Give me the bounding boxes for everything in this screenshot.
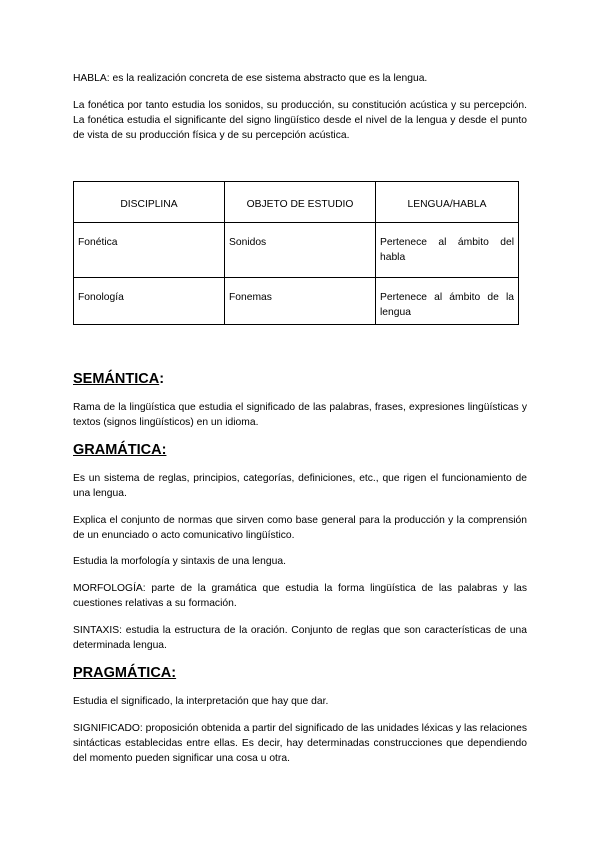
- habla-definition: HABLA: es la realización concreta de ese sistema abstracto que es la lengua.: [73, 73, 428, 84]
- fonetica-paragraph: La fonética por tanto estudia los sonidos, su producción, su constitución acústica y su percepción. La fonética estudia el significante del signo lingüístico desde el nivel de la lengua y desde el punto de vista de su producción física y de su percepción acústica.: [73, 100, 527, 141]
- semantica-body: Rama de la lingüística que estudia el significado de las palabras, frases, expresiones lingüísticas y textos (signos lingüísticos) en un idioma.: [73, 402, 527, 428]
- table-row: [74, 278, 519, 325]
- pragmatica-paragraph-1: Estudia el significado, la interpretación que hay que dar.: [73, 696, 329, 707]
- gramatica-paragraph-2: Explica el conjunto de normas que sirven como base general para la producción y la comprensión de un enunciado o acto comunicativo lingüístico.: [73, 515, 527, 541]
- table-cell: Pertenece al ámbito de la lengua: [376, 278, 519, 325]
- pragmatica-heading-text: PRAGMÁTICA:: [73, 665, 177, 681]
- semantica-heading-colon: :: [159, 371, 165, 387]
- gramatica-heading: [73, 441, 166, 459]
- pragmatica-heading: [73, 664, 176, 682]
- table-header-cell: OBJETO DE ESTUDIO: [225, 182, 376, 223]
- table-row: [74, 223, 519, 278]
- morfologia-definition: MORFOLOGÍA: parte de la gramática que estudia la forma lingüística de las palabras y las cuestiones relativas a su formación.: [73, 583, 527, 609]
- table-cell: Sonidos: [225, 223, 376, 278]
- sintaxis-definition: SINTAXIS: estudia la estructura de la oración. Conjunto de reglas que son características de una determinada lengua.: [73, 625, 527, 651]
- disciplines-table: [73, 181, 519, 325]
- gramatica-paragraph-1: Es un sistema de reglas, principios, categorías, definiciones, etc., que rigen el funcionamiento de una lengua.: [73, 473, 527, 499]
- semantica-heading-text: SEMÁNTICA: [73, 371, 160, 387]
- table-header-cell: DISCIPLINA: [74, 182, 225, 223]
- table-header-row: [74, 182, 519, 223]
- table-header-cell: LENGUA/HABLA: [376, 182, 519, 223]
- table-cell: Pertenece al ámbito del habla: [376, 223, 519, 278]
- table-cell: Fonología: [74, 278, 225, 325]
- gramatica-heading-text: GRAMÁTICA:: [73, 442, 167, 458]
- semantica-heading: [73, 370, 164, 388]
- gramatica-paragraph-3: Estudia la morfología y sintaxis de una lengua.: [73, 556, 286, 567]
- table-cell: Fonemas: [225, 278, 376, 325]
- table-cell: Fonética: [74, 223, 225, 278]
- significado-definition: SIGNIFICADO: proposición obtenida a partir del significado de las unidades léxicas y las relaciones sintácticas establecidas entre ellas. Es decir, hay determinadas construcciones que dependiendo del momento pueden significar una cosa u otra.: [73, 723, 527, 764]
